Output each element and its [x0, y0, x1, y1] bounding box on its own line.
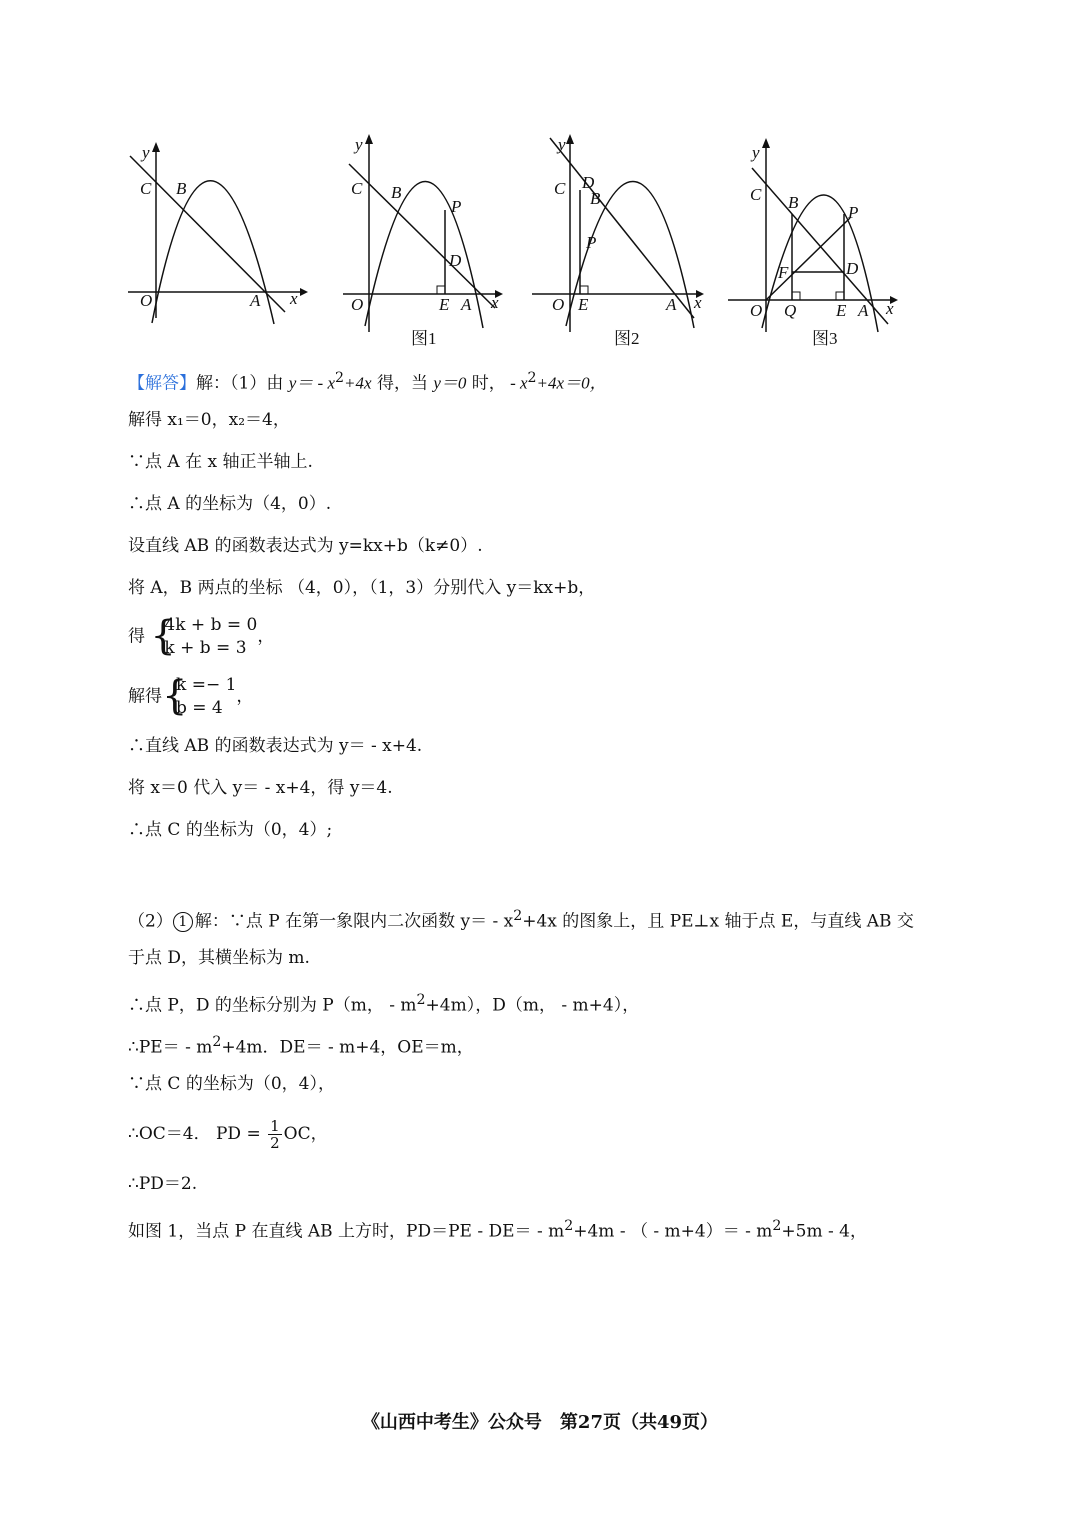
label-x: x	[290, 289, 298, 308]
solution-line-2: 解得 x₁＝0，x₂＝4，	[128, 410, 290, 430]
label-y: y	[752, 143, 760, 162]
solution-line-5: 设直线 AB 的函数表达式为 y=kx+b（k≠0）.	[128, 536, 483, 556]
part2-line-4: ∴PE＝ - $m^2+4m$．DE＝ - m+4，OE＝m，	[128, 1034, 474, 1058]
label-b: B	[788, 193, 799, 212]
part2-line-3: ∴点 P，D 的坐标分别为 P（m， - $m^2+4m$），D（m， - m+4），	[128, 992, 640, 1016]
solution-line-6: 将 A，B 两点的坐标 （4，0），（1，3）分别代入 y＝kx+b，	[128, 578, 596, 598]
figure-1	[335, 128, 515, 348]
label-e: E	[439, 295, 450, 314]
label-d: D	[846, 259, 859, 278]
label-p: P	[586, 233, 597, 252]
label-f: F	[778, 263, 789, 282]
part2-line-8: 如图 1，当点 P 在直线 AB 上方时，$PD=PE - DE= - m^2+4m$ - （ - $m+4)= - m^2+5m - 4$，	[128, 1218, 867, 1242]
label-q: Q	[784, 301, 797, 320]
label-p: P	[451, 197, 462, 216]
label-d: D	[449, 251, 462, 270]
label-o: O	[552, 295, 565, 314]
fraction-one-half: $\frac{1}{2}$	[270, 1117, 280, 1152]
solution-line-10: 将 x＝0 代入 y＝ - x+4，得 y＝4.	[128, 778, 393, 798]
equation-system-2: 解得 { k =− 1 b = 4 ，	[128, 673, 254, 719]
figure-2	[528, 128, 718, 348]
label-a: A	[250, 291, 261, 310]
label-b: B	[590, 189, 601, 208]
label-y: y	[355, 135, 363, 154]
label-o: O	[140, 291, 153, 310]
part2-line-7: ∴PD＝2.	[128, 1174, 198, 1194]
part2-line-1: （2） 1 解：∵点 P 在第一象限内二次函数 $y= - x^2+4x$ 的图象上，且 PE⊥x 轴于点 E，与直线 AB 交	[128, 908, 914, 932]
figure-0	[120, 128, 310, 328]
label-b: B	[391, 183, 402, 202]
label-c: C	[140, 179, 152, 198]
solution-line-9: ∴直线 AB 的函数表达式为 y＝ - x+4.	[128, 736, 423, 756]
label-b: B	[176, 179, 187, 198]
label-a: A	[461, 295, 472, 314]
label-d: D	[582, 173, 595, 192]
label-o: O	[351, 295, 364, 314]
label-a: A	[666, 295, 677, 314]
label-p: P	[848, 203, 859, 222]
part2-line-5: ∵点 C 的坐标为（0，4），	[128, 1074, 335, 1094]
label-x: x	[491, 293, 499, 312]
label-c: C	[750, 185, 762, 204]
caption: 图2	[614, 329, 640, 348]
caption: 图3	[812, 329, 838, 348]
figure-3	[724, 128, 914, 348]
solution-line-3: ∵点 A 在 x 轴正半轴上.	[128, 452, 313, 472]
solution-line-1: 【解答】解：（1）由 $y= - x^2+4x$ 得，当 y＝0 时， - $x^2+4x=0$，	[128, 370, 607, 394]
label-x: x	[694, 293, 702, 312]
label-c: C	[554, 179, 566, 198]
answer-tag: 【解答】	[128, 373, 196, 394]
caption: 图1	[411, 329, 437, 348]
part2-line-2: 于点 D，其横坐标为 m.	[128, 948, 310, 968]
circled-number: 1	[173, 912, 193, 932]
page-footer: 《山西中考生》公众号 第27页（共49页）	[361, 1412, 719, 1433]
solution-line-4: ∴点 A 的坐标为（4，0）.	[128, 494, 332, 514]
label-x: x	[886, 299, 894, 318]
label-y: y	[558, 135, 566, 154]
equation-system-1: 得 { 4k + b = 0 k + b = 3 ，	[128, 613, 275, 659]
part2-line-6: ∴OC＝4． PD = $\frac{1}{2}$ OC，	[128, 1117, 328, 1152]
solution-line-11: ∴点 C 的坐标为（0，4）;	[128, 820, 333, 840]
label-e: E	[836, 301, 847, 320]
label-c: C	[351, 179, 363, 198]
label-a: A	[858, 301, 869, 320]
label-e: E	[578, 295, 589, 314]
label-o: O	[750, 301, 763, 320]
label-y: y	[142, 143, 150, 162]
